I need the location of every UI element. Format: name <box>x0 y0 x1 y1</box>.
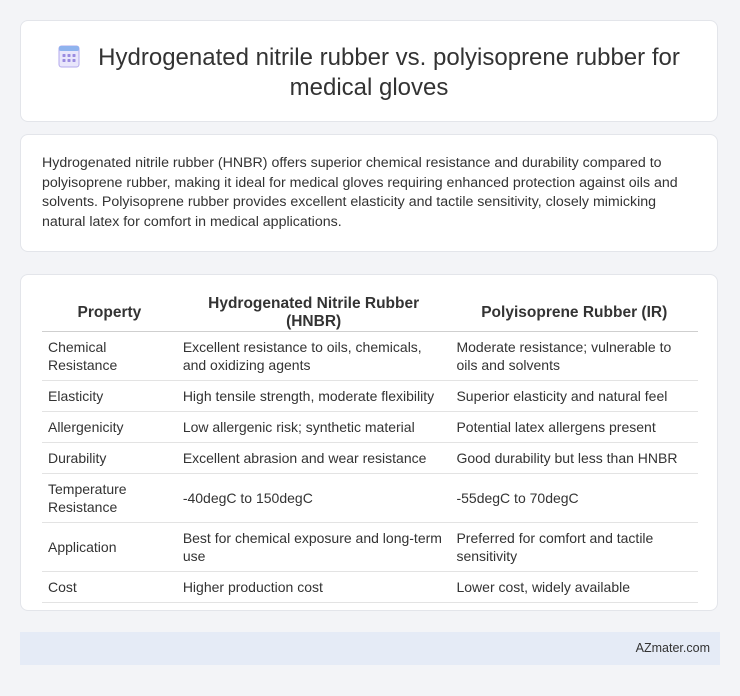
hnbr-cell: Excellent resistance to oils, chemicals, and oxidizing agents <box>177 332 451 381</box>
table-row <box>42 332 698 381</box>
page-title <box>21 43 717 103</box>
property-cell: Durability <box>42 443 177 474</box>
table-row <box>42 474 698 523</box>
header-property: Property <box>42 295 177 332</box>
title-card <box>20 20 718 122</box>
property-cell: Elasticity <box>42 381 177 412</box>
ir-cell: Preferred for comfort and tactile sensitivity <box>450 523 698 572</box>
table-header-row <box>42 295 698 332</box>
hnbr-cell: -40degC to 150degC <box>177 474 451 523</box>
table-row <box>42 443 698 474</box>
ir-cell: -55degC to 70degC <box>450 474 698 523</box>
ir-cell: Lower cost, widely available <box>450 572 698 603</box>
title-line-1: Hydrogenated nitrile rubber vs. polyisoprene rubber for <box>98 44 680 71</box>
footer-bar <box>20 632 720 665</box>
footer-brand[interactable]: AZmater.com <box>635 641 710 655</box>
ir-cell: Moderate resistance; vulnerable to oils and solvents <box>450 332 698 381</box>
hnbr-cell: Excellent abrasion and wear resistance <box>177 443 451 474</box>
summary-card <box>20 134 718 252</box>
property-cell: Chemical Resistance <box>42 332 177 381</box>
comparison-card <box>20 274 718 611</box>
header-hnbr: Hydrogenated Nitrile Rubber (HNBR) <box>177 295 451 332</box>
table-row <box>42 523 698 572</box>
table-row <box>42 572 698 603</box>
hnbr-cell: Low allergenic risk; synthetic material <box>177 412 451 443</box>
ir-cell: Good durability but less than HNBR <box>450 443 698 474</box>
hnbr-cell: Higher production cost <box>177 572 451 603</box>
summary-text: Hydrogenated nitrile rubber (HNBR) offers superior chemical resistance and durability compared to polyisoprene rubber, making it ideal for medical gloves requiring enhanced protection against oils and solvents. Polyisoprene rubber provides excellent elasticity and tactile sensitivity, closely mimicking natural latex for comfort in medical applications. <box>42 155 678 230</box>
header-ir: Polyisoprene Rubber (IR) <box>450 295 698 332</box>
title-line-2: medical gloves <box>289 74 449 101</box>
property-cell: Application <box>42 523 177 572</box>
table-row <box>42 381 698 412</box>
hnbr-cell: High tensile strength, moderate flexibility <box>177 381 451 412</box>
ir-cell: Superior elasticity and natural feel <box>450 381 698 412</box>
hnbr-cell: Best for chemical exposure and long-term use <box>177 523 451 572</box>
property-cell: Temperature Resistance <box>42 474 177 523</box>
calendar-grid-icon <box>58 44 80 68</box>
comparison-table <box>42 295 698 603</box>
property-cell: Allergenicity <box>42 412 177 443</box>
property-cell: Cost <box>42 572 177 603</box>
table-row <box>42 412 698 443</box>
ir-cell: Potential latex allergens present <box>450 412 698 443</box>
